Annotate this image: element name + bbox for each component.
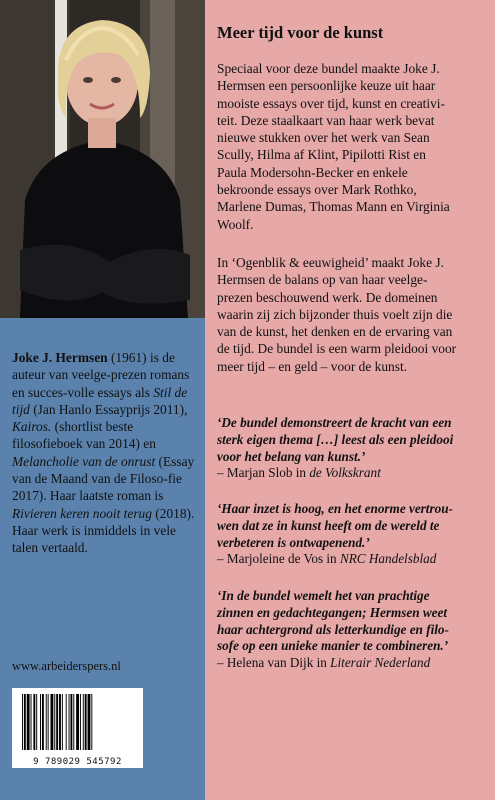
isbn-barcode bbox=[12, 688, 143, 768]
book-title: Melancholie van de onrust bbox=[12, 453, 156, 469]
publisher-website[interactable]: www.arbeiderspers.nl bbox=[12, 659, 121, 673]
quote-author: – Marjan Slob in bbox=[217, 465, 310, 481]
book-title: Stil de tijd bbox=[12, 384, 188, 417]
bio-text: (2018). Haar werk is inmiddels in vele talen vertaald. bbox=[12, 505, 195, 556]
review-quote bbox=[217, 588, 487, 672]
quote-line: voor het belang van kunst.’ bbox=[217, 448, 366, 464]
intro-line: mooiste essays over tijd, kunst en creativi- bbox=[217, 95, 445, 111]
quote-source: de Volkskrant bbox=[309, 465, 381, 481]
intro-line: Hermsen een persoonlijke keuze uit haar bbox=[217, 78, 436, 94]
bio-text: (Essay van de Maand van de Filoso-fie 2017). Haar laatste roman is bbox=[12, 453, 195, 504]
intro-line: teit. Deze staalkaart van haar werk bevat bbox=[217, 112, 435, 128]
bio-text: is de auteur van veelge-prezen romans en succes-volle essays als bbox=[12, 350, 190, 400]
second-line: van de kunst, het denken en de ervaring van bbox=[217, 324, 453, 340]
second-line: Hermsen de balans op van haar veelge- bbox=[217, 272, 428, 288]
quote-line: ‘De bundel demonstreert de kracht van een bbox=[217, 415, 452, 430]
quote-source: Literair Nederland bbox=[330, 655, 431, 671]
second-line: de tijd. De bundel is een warm pleidooi voor bbox=[217, 341, 457, 357]
intro-line: Scully, Hilma af Klint, Pipilotti Rist en bbox=[217, 147, 426, 163]
quote-line: haar achtergrond als letterkundige en filo- bbox=[217, 621, 449, 637]
intro-line: Woolf. bbox=[217, 216, 254, 232]
quote-line: ‘In de bundel wemelt het van prachtige bbox=[217, 588, 430, 603]
review-quote bbox=[217, 501, 487, 568]
quote-line: sterk eigen thema […] leest als een pleidooi bbox=[217, 431, 454, 447]
bio-text: (Jan Hanlo Essayprijs 2011), bbox=[29, 401, 188, 417]
book-title: Rivieren keren nooit terug bbox=[12, 505, 152, 521]
quote-line: verbeteren is ontwapenend.’ bbox=[217, 534, 370, 550]
second-line: In ‘Ogenblik & eeuwigheid’ maakt Joke J. bbox=[217, 255, 444, 270]
quote-author: – Marjoleine de Vos in bbox=[217, 551, 340, 567]
quote-author: – Helena van Dijk in bbox=[217, 655, 331, 671]
intro-line: Paula Modersohn-Becker en enkele bbox=[217, 164, 408, 180]
intro-line: bekroonde essays over Mark Rothko, bbox=[217, 182, 417, 198]
intro-line: nieuwe stukken over het werk van Sean bbox=[217, 130, 430, 146]
barcode-bars bbox=[12, 688, 143, 754]
review-quote bbox=[217, 415, 487, 482]
bio-text: (shortlist beste filosofieboek van 2014) en bbox=[12, 419, 156, 452]
intro-line: Speciaal voor deze bundel maakte Joke J. bbox=[217, 61, 440, 76]
quote-source: NRC Handelsblad bbox=[339, 551, 437, 567]
quote-line: sofe op een unieke manier te combineren.’ bbox=[217, 638, 449, 654]
quote-line: ‘Haar inzet is hoog, en het enorme vertrou- bbox=[217, 501, 453, 516]
page-title: Meer tijd voor de kunst bbox=[217, 23, 384, 42]
isbn-number: 9 789029 545792 bbox=[33, 757, 122, 767]
bio-text: (1961) bbox=[107, 350, 147, 365]
author-bio bbox=[12, 349, 198, 557]
author-name: Joke J. Hermsen bbox=[12, 350, 108, 365]
quote-line: wen dat ze in kunst heeft om de wereld te bbox=[217, 517, 440, 533]
intro-paragraph bbox=[217, 60, 485, 233]
second-line: waarin zij zich bijzonder thuis voelt zijn die bbox=[217, 306, 453, 322]
book-title: Kairos. bbox=[12, 419, 52, 435]
second-line: meer tijd – en geld – voor de kunst. bbox=[217, 358, 408, 374]
author-photo bbox=[0, 0, 205, 318]
intro-line: Marlene Dumas, Thomas Mann en Virginia bbox=[217, 199, 450, 215]
second-line: prezen beschouwend werk. De domeinen bbox=[217, 289, 438, 305]
second-paragraph bbox=[217, 254, 485, 375]
quote-line: zinnen en gedachtegangen; Hermsen weet bbox=[217, 604, 448, 620]
